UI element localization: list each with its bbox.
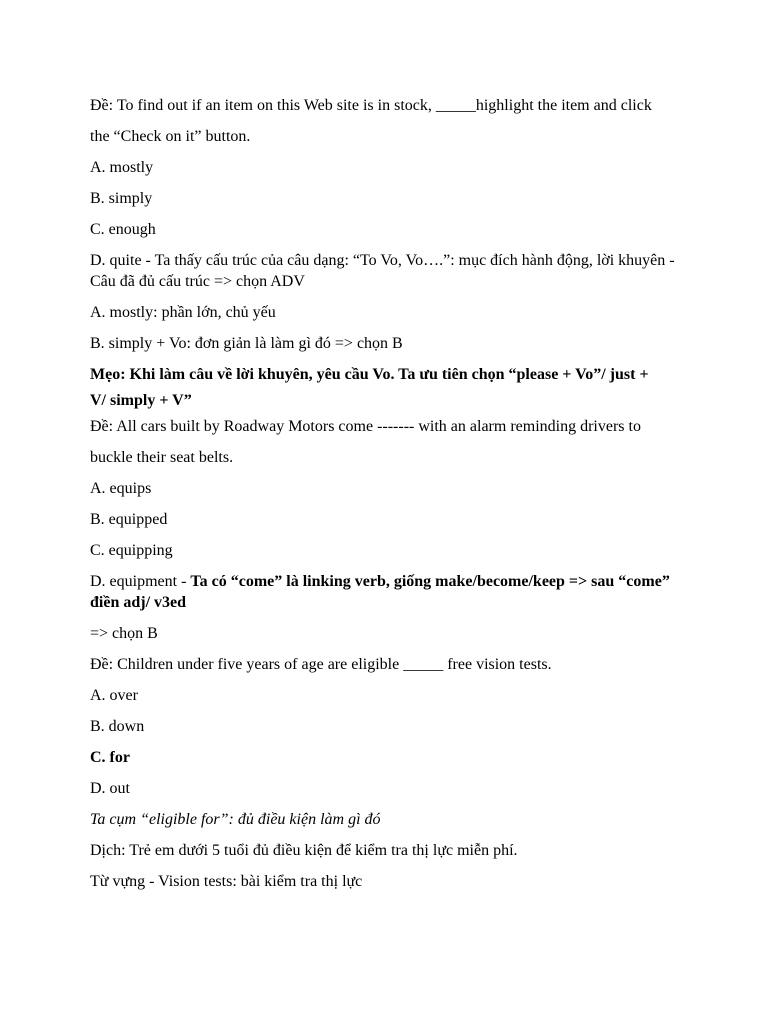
question-1-stem-line-1: Đề: To find out if an item on this Web site is in stock, _____highlight the item and click — [90, 97, 652, 114]
question-2-stem-line-1: Đề: All cars built by Roadway Motors come ------- with an alarm reminding drivers to — [90, 418, 641, 435]
question-3-translation: Dịch: Trẻ em dưới 5 tuổi đủ điều kiện để kiểm tra thị lực miễn phí. — [90, 842, 518, 859]
tip-text-1: Mẹo: Khi làm câu về lời khuyên, yêu cầu Vo. Ta ưu tiên chọn “please + Vo”/ just + — [90, 366, 649, 383]
question-3-option-d: D. out — [90, 780, 130, 797]
question-3-stem: Đề: Children under five years of age are eligible _____ free vision tests. — [90, 656, 552, 673]
question-3-note — [90, 804, 690, 835]
correct-option: C. for — [90, 749, 130, 766]
question-2-option-b: B. equipped — [90, 511, 168, 528]
question-2-answer: => chọn B — [90, 625, 158, 642]
question-2-option-d — [90, 566, 690, 618]
question-1-stem-line-2: the “Check on it” button. — [90, 128, 251, 145]
question-3-vocab: Từ vựng - Vision tests: bài kiểm tra thị lực — [90, 873, 363, 890]
question-1-tip-line-1 — [90, 359, 690, 390]
note-text: Ta cụm “eligible for”: đủ điều kiện làm gì đó — [90, 811, 381, 828]
question-1-option-a: A. mostly — [90, 159, 154, 176]
question-1-explain-a: A. mostly: phần lớn, chủ yếu — [90, 304, 276, 321]
question-1-option-c: C. enough — [90, 221, 156, 238]
question-3-option-c — [90, 742, 690, 773]
question-2-option-a: A. equips — [90, 480, 152, 497]
question-1-option-b: B. simply — [90, 190, 153, 207]
option-d-label: D. equipment - — [90, 573, 191, 590]
question-2-option-c: C. equipping — [90, 542, 173, 559]
question-1-tip-line-2 — [90, 390, 690, 411]
option-d-note: Ta có “come” là linking verb, giống make/become/keep => sau “come” điền adj/ v3ed — [90, 573, 670, 611]
question-3-option-a: A. over — [90, 687, 138, 704]
question-3-option-b: B. down — [90, 718, 145, 735]
document-page — [90, 90, 690, 897]
question-2-stem-line-2: buckle their seat belts. — [90, 449, 234, 466]
question-1-explain-b: B. simply + Vo: đơn giản là làm gì đó => chọn B — [90, 335, 403, 352]
question-1-option-d-note: D. quite - Ta thấy cấu trúc của câu dạng: “To Vo, Vo….”: mục đích hành động, lời khuyên - Câu đã đủ cấu trúc => chọn ADV — [90, 252, 675, 290]
tip-text-2: V/ simply + V” — [90, 392, 192, 409]
